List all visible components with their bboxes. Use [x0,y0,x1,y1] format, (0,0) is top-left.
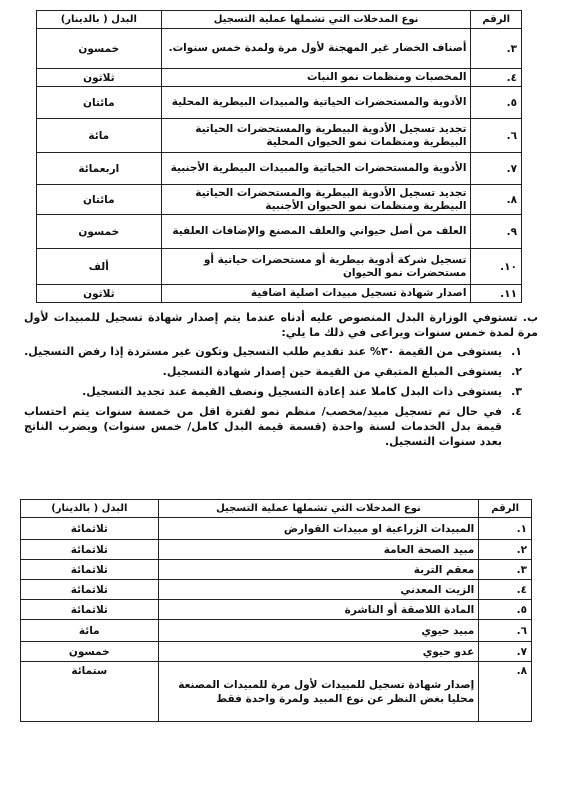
table-row [37,249,522,285]
row-number: ٦. [471,119,522,153]
row-fee: مائتان [37,185,162,215]
row-description: عدو حيوي [158,642,479,662]
fees-table-2 [20,499,532,722]
list-item-text: يستوفى ذات البدل كاملا عند إعادة التسجيل ونصف القيمة عند تجديد التسجيل. [82,385,502,398]
table-row [21,540,532,560]
list-item-number: ١. [511,345,522,358]
row-number: ٨. [471,185,522,215]
row-description: مبيد الصحة العامة [158,540,479,560]
list-item [24,404,522,449]
list-item-number: ٢. [511,365,522,378]
row-number: ٤. [479,580,532,600]
table-row [37,87,522,119]
row-number: ٣. [471,29,522,69]
row-fee: ثلاثمائة [21,518,159,540]
row-fee: ألف [37,249,162,285]
table-row [37,153,522,185]
row-fee: ثلاثون [37,69,162,87]
row-number: ١. [479,518,532,540]
row-description: تجديد تسجيل الأدوية البيطرية والمستحضرات الحياتية البيطرية ومنظمات نمو الحيوان المحلية [161,119,471,153]
table-row [37,29,522,69]
row-number: ٣. [479,560,532,580]
section-b-label: ب. [522,311,538,324]
list-item-text: يستوفى المبلغ المتبقي من القيمة حين إصدار شهادة التسجيل. [162,365,502,378]
row-description: الأدوية والمستحضرات الحياتية والمبيدات البيطرية الأجنبية [161,153,471,185]
row-description: اصدار شهادة تسجيل مبيدات اصلية اضافية [161,285,471,303]
conditions-list [24,344,538,449]
table-row [21,662,532,722]
row-fee: اربعمائة [37,153,162,185]
row-number: ٢. [479,540,532,560]
fees-table-1 [36,10,522,303]
section-b-intro [24,310,538,340]
row-description: المادة اللاصقة أو الناشرة [158,600,479,620]
list-item [24,384,522,399]
row-fee: ثلاثمائة [21,540,159,560]
row-number: ٧. [471,153,522,185]
table-row [21,600,532,620]
row-fee: ثلاثمائة [21,560,159,580]
table-row [21,580,532,600]
table-header-row [21,500,532,518]
row-fee: ثلاثمائة [21,600,159,620]
row-number: ٩. [471,215,522,249]
row-fee: ثلاثمائة [21,580,159,600]
row-description: أصناف الخضار غير المهجنة لأول مرة ولمدة خمس سنوات. [161,29,471,69]
table-row [37,185,522,215]
row-fee: ثلاثون [37,285,162,303]
table-row [21,620,532,642]
row-description: مبيد حيوي [158,620,479,642]
row-fee: مائة [37,119,162,153]
header-fee: البدل ( بالدينار) [37,11,162,29]
row-description: معقم التربة [158,560,479,580]
row-description: المبيدات الزراعية او مبيدات القوارض [158,518,479,540]
row-description: إصدار شهادة تسجيل للمبيدات لأول مرة للمبيدات المصنعة محليا بغض النظر عن نوع المبيد ولمرة واحدة فقط [158,662,479,722]
row-number: ١٠. [471,249,522,285]
row-number: ٥. [471,87,522,119]
section-b-intro-text: تستوفي الوزارة البدل المنصوص عليه أدناه عندما يتم إصدار شهادة تسجيل للمبيدات لأول مرة لمدة خمس سنوات ويراعى في ذلك ما يلي: [24,311,538,339]
row-fee: مائتان [37,87,162,119]
row-number: ٦. [479,620,532,642]
row-description: المخصبات ومنظمات نمو النبات [161,69,471,87]
table-row [37,119,522,153]
row-fee: مائة [21,620,159,642]
header-fee: البدل ( بالدينار) [21,500,159,518]
row-number: ٨. [479,662,532,722]
row-number: ١١. [471,285,522,303]
list-item-text: يستوفى من القيمة ٣٠% عند تقديم طلب التسجيل وتكون غير مستردة إذا رفض التسجيل. [24,345,502,358]
list-item [24,364,522,379]
row-description: العلف من أصل حيواني والعلف المصنع والإضافات العلفية [161,215,471,249]
row-description: تسجيل شركة أدوية بيطرية أو مستحضرات حياتية أو مستحضرات نمو الحيوان [161,249,471,285]
row-description: تجديد تسجيل الأدوية البيطرية والمستحضرات الحياتية البيطرية ومنظمات نمو الحيوان الأجنبية [161,185,471,215]
table-row [37,285,522,303]
list-item-text: في حال تم تسجيل مبيد/مخصب/ منظم نمو لفترة اقل من خمسة سنوات يتم احتساب قيمة بدل الخدمات لسنة واحدة (قسمة قيمة البدل كامل/ خمس سنوات) ويضرب الناتج بعدد سنوات التسجيل. [24,405,502,448]
header-number: الرقم [479,500,532,518]
table-header-row [37,11,522,29]
list-item-number: ٤. [511,405,522,418]
row-fee: خمسون [37,215,162,249]
row-number: ٥. [479,600,532,620]
list-item-number: ٣. [511,385,522,398]
table-row [37,215,522,249]
header-description: نوع المدخلات التي تشملها عملية التسجيل [158,500,479,518]
table-row [21,642,532,662]
row-fee: خمسون [21,642,159,662]
table-row [21,518,532,540]
row-number: ٤. [471,69,522,87]
row-number: ٧. [479,642,532,662]
header-number: الرقم [471,11,522,29]
row-fee: ستمائة [21,662,159,722]
header-description: نوع المدخلات التي تشملها عملية التسجيل [161,11,471,29]
section-b [24,310,538,454]
table-row [21,560,532,580]
row-description: الأدوية والمستحضرات الحياتية والمبيدات البيطرية المحلية [161,87,471,119]
list-item [24,344,522,359]
row-description: الزيت المعدني [158,580,479,600]
row-fee: خمسون [37,29,162,69]
table-row [37,69,522,87]
